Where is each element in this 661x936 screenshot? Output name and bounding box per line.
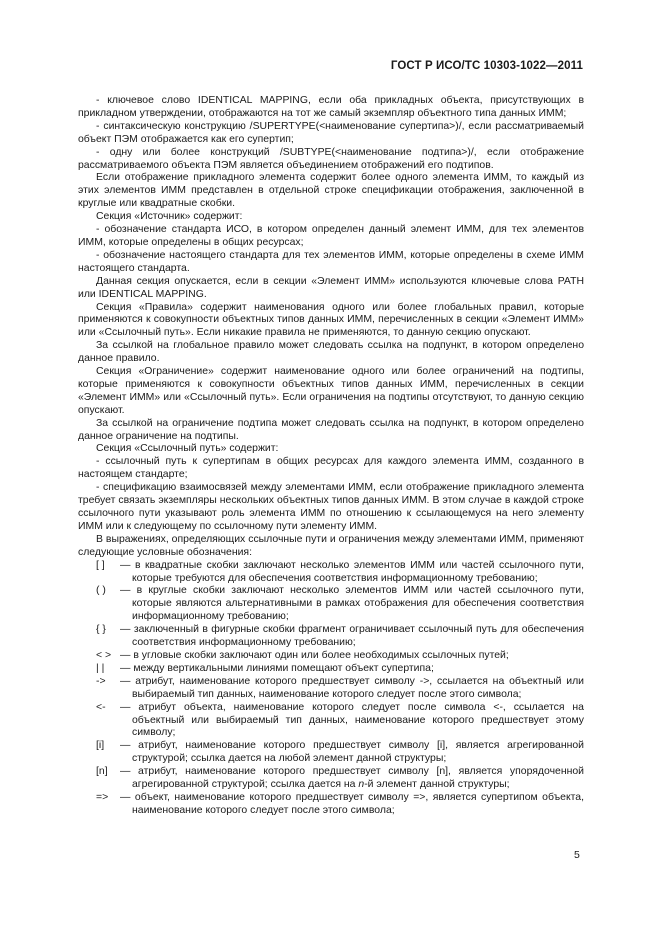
legend-item (96, 663, 584, 676)
legend-item (96, 560, 584, 586)
paragraph: - спецификацию взаимосвязей между элементами ИММ, если отображение прикладного элемента требует связать экземпляры нескольких объектных типов данных ИММ. В этом случае в каждой строке ссылочного пути указывают роль элемента ИММ по отношению к ссылающемуся на него элементу ИММ или к следующему по ссылочному пути элементу ИММ. (78, 482, 584, 532)
paragraph: Секция «Правила» содержит наименования одного или более глобальных правил, которые применяются к совокупности объектных типов данных ИММ, перечисленных в секции «Элемент ИММ» или «Ссылочный путь». Если никакие правила не применяются, то данную секцию опускают. (78, 301, 584, 339)
legend-symbol: ( ) (96, 585, 106, 597)
legend-item (96, 766, 584, 792)
paragraph: За ссылкой на глобальное правило может следовать ссылка на подпункт, в котором определено данное правило. (78, 340, 584, 365)
legend-symbol: => (96, 791, 109, 803)
page-number: 5 (574, 849, 580, 861)
legend-item (96, 676, 584, 702)
paragraph: - синтаксическую конструкцию /SUPERTYPE(<наименование супертипа>)/, если рассматриваемый объект ПЭМ отображается как его супертип; (78, 120, 584, 145)
legend-description: — между вертикальными линиями помещают объект супертипа; (120, 662, 434, 674)
paragraph: - одну или более конструкций /SUBTYPE(<наименование подтипа>)/, если отображение рассматриваемого объекта ПЭМ является объединением отображений его подтипов. (78, 146, 584, 171)
legend-item (96, 792, 584, 818)
legend-symbol: <- (96, 701, 106, 713)
legend-description: — заключенный в фигурные скобки фрагмент ограничивает ссылочный путь для обеспечения соответствия информационному требованию; (120, 624, 584, 649)
page-body (78, 95, 584, 818)
legend-symbol: { } (96, 624, 106, 636)
paragraph: Данная секция опускается, если в секции «Элемент ИММ» используются ключевые слова PATH или IDENTICAL MAPPING. (78, 275, 584, 300)
legend-symbol: [n] (96, 766, 108, 778)
legend-item (96, 650, 584, 663)
legend-item (96, 740, 584, 766)
legend-description: — в квадратные скобки заключают несколько элементов ИММ или частей ссылочного пути, которые требуются для обеспечения соответствия информационному требованию; (120, 559, 584, 584)
legend-description: — объект, наименование которого предшествует символу =>, является супертипом объекта, наименование которого следует после этого символа; (120, 791, 584, 816)
legend-description-part: -й элемент данной структуры; (364, 779, 510, 791)
paragraph: - ссылочный путь к супертипам в общих ресурсах для каждого элемента ИММ, созданного в настоящем стандарте; (78, 456, 584, 481)
document-id-header: ГОСТ Р ИСО/ТС 10303-1022—2011 (390, 60, 583, 72)
legend-description: — в круглые скобки заключают несколько элементов ИММ или частей ссылочного пути, которые являются альтернативными в рамках отображения для обеспечения соответствия информационному требованию; (120, 585, 584, 623)
legend-description (120, 766, 584, 792)
paragraph: - обозначение стандарта ИСО, в котором определен данный элемент ИММ, для тех элементов ИММ, которые определены в общих ресурсах; (78, 224, 584, 248)
legend-symbol: < > (96, 649, 112, 661)
legend-description: — атрибут объекта, наименование которого следует после символа <-, ссылается на объектный или выбираемый тип данных, наименование которого предшествует этому символу; (120, 701, 584, 739)
legend-symbol: -> (96, 675, 106, 687)
legend-item (96, 585, 584, 624)
paragraph: Если отображение прикладного элемента содержит более одного элемента ИММ, то каждый из этих элементов ИММ представлен в отдельной строке спецификации отображения, заключенной в круглые или квадратные скобки. (78, 172, 584, 210)
paragraph: - ключевое слово IDENTICAL MAPPING, если оба прикладных объекта, присутствующих в прикладном утверждении, отображаются на тот же самый экземпляр объектного типа данных ИММ; (78, 95, 584, 119)
legend-symbol: [i] (96, 740, 105, 752)
legend-italic-n: n (358, 779, 365, 791)
paragraph: В выражениях, определяющих ссылочные пути и ограничения между элементами ИММ, применяют следующие условные обозначения: (78, 533, 584, 558)
paragraph: Секция «Ограничение» содержит наименование одного или более ограничений на подтипы, которые применяются к совокупности объектных типов данных ИММ, перечисленных в секции «Элемент ИММ» или «Ссылочный путь». Если ограничения на подтипы отсутствуют, то данную секцию опускают. (78, 366, 584, 416)
paragraph: - обозначение настоящего стандарта для тех элементов ИММ, которые определены в схеме ИММ настоящего стандарта. (78, 249, 584, 274)
legend-symbol: [ ] (96, 559, 105, 571)
legend-description: — в угловые скобки заключают один или более необходимых ссылочных путей; (120, 649, 509, 661)
paragraph: За ссылкой на ограничение подтипа может следовать ссылка на подпункт, в котором определено данное ограничение на подтипы. (78, 417, 584, 442)
legend-description: — атрибут, наименование которого предшествует символу ->, ссылается на объектный или выбираемый тип данных, наименование которого следует после этого символа; (120, 675, 584, 700)
legend-item (96, 624, 584, 650)
legend-item (96, 702, 584, 741)
notation-legend (78, 560, 584, 818)
legend-description-part: — атрибут, наименование которого предшествует символу [n], является упорядоченной агрегированной структурой; ссылка дается на (120, 766, 584, 791)
legend-description: — атрибут, наименование которого предшествует символу [i], является агрегированной структурой; ссылка дается на любой элемент данной структуры; (120, 740, 584, 765)
paragraph: Секция «Ссылочный путь» содержит: (96, 443, 279, 455)
legend-symbol: | | (96, 662, 105, 674)
paragraph: Секция «Источник» содержит: (96, 211, 243, 223)
